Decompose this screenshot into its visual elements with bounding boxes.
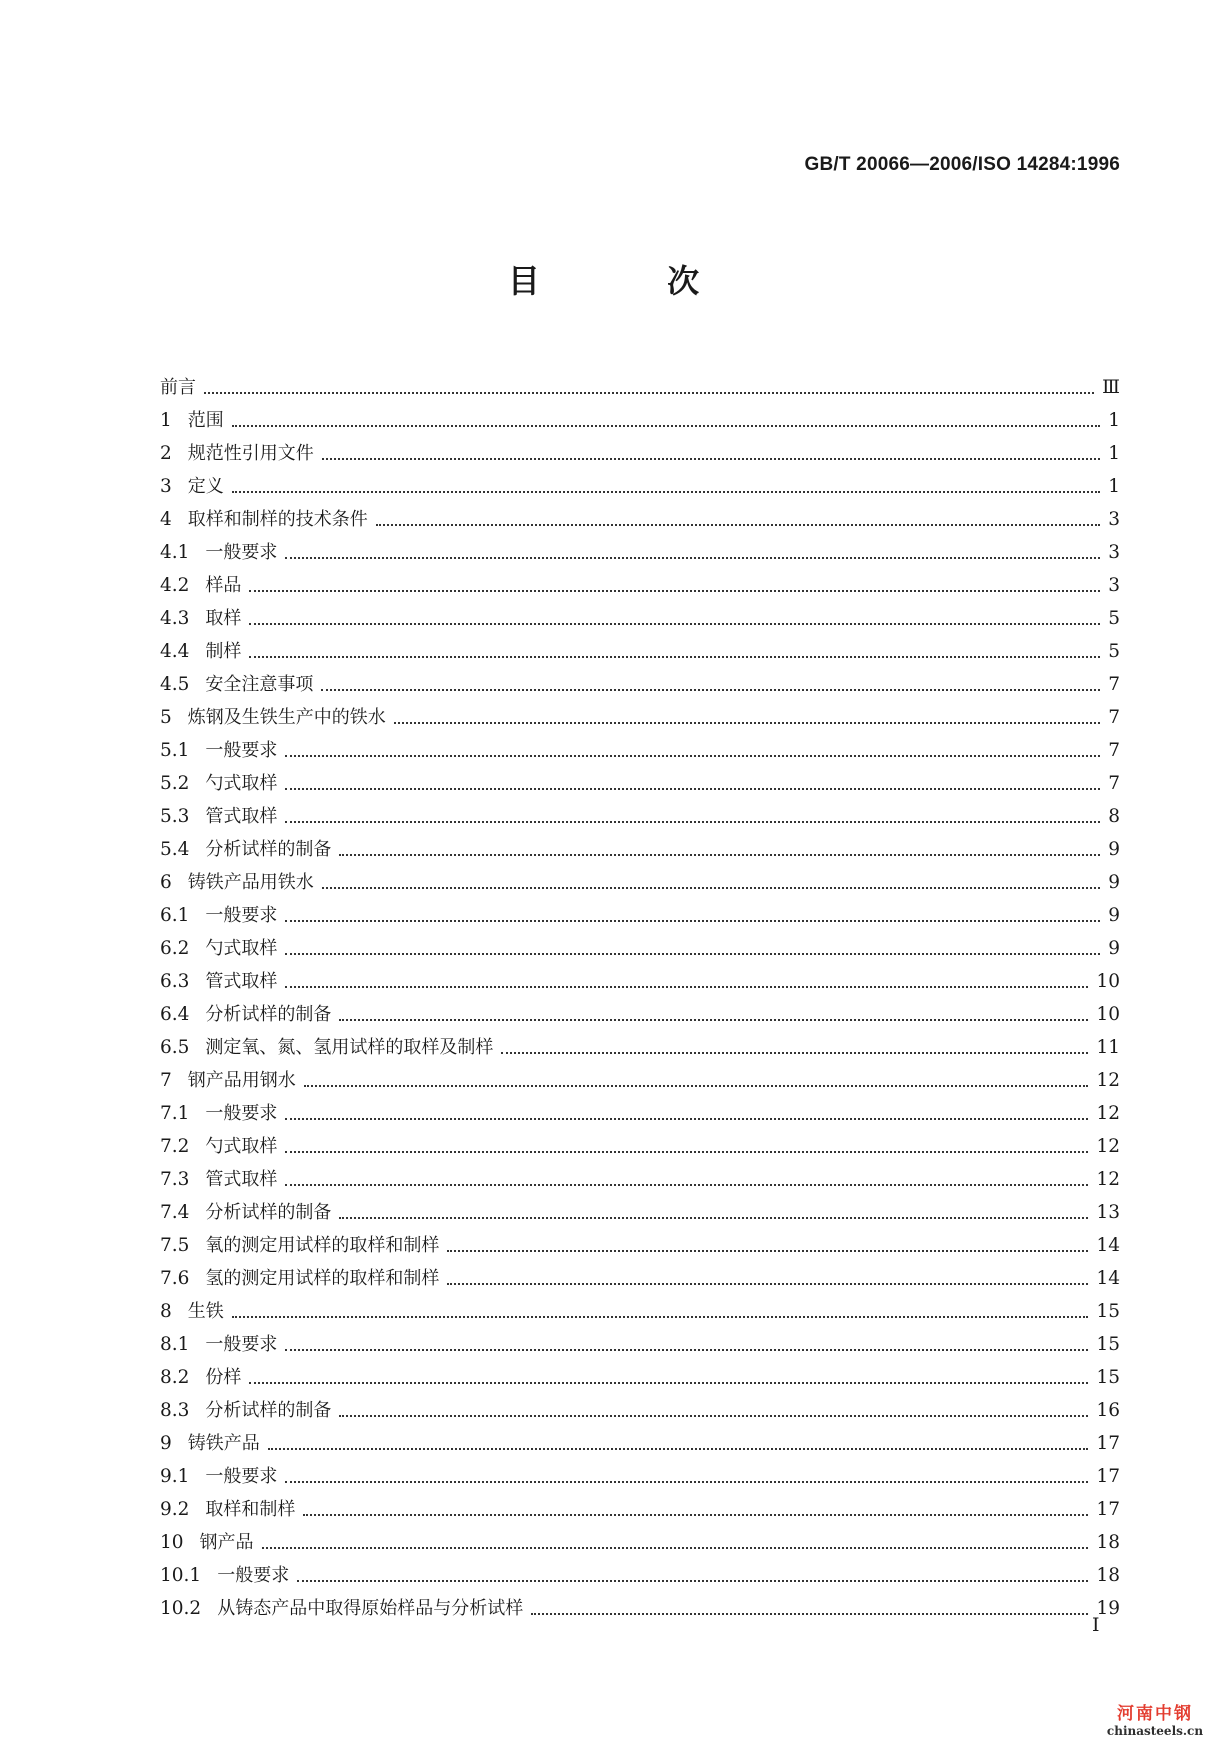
- toc-entry[interactable]: [160, 1587, 1120, 1620]
- toc-entry[interactable]: [160, 1224, 1120, 1257]
- toc-entry-page: 1: [1108, 443, 1120, 464]
- toc-entry-title: 勺式取样: [205, 938, 278, 959]
- toc-entry-number: 7.3: [160, 1169, 190, 1190]
- toc-entry-title: 管式取样: [205, 1169, 278, 1190]
- toc-entry[interactable]: [160, 498, 1120, 531]
- toc-entry[interactable]: [160, 1059, 1120, 1092]
- toc-leader-dots: [285, 787, 1100, 790]
- toc-entry-number: 8.3: [160, 1400, 190, 1421]
- toc-leader-dots: [249, 589, 1100, 592]
- toc-entry-number: 4.1: [160, 542, 190, 563]
- standard-number: GB/T 20066—2006/ISO 14284:1996: [804, 154, 1120, 175]
- toc-entry-number: 10.1: [160, 1565, 202, 1586]
- toc-entry-number: 4.3: [160, 608, 190, 629]
- toc-entry[interactable]: [160, 795, 1120, 828]
- toc-entry-page: 9: [1108, 872, 1120, 893]
- toc-entry-page: 18: [1096, 1565, 1120, 1586]
- toc-entry-page: 5: [1108, 608, 1120, 629]
- toc-entry-title: 铸铁产品用铁水: [187, 872, 314, 893]
- toc-entry-number: 7.6: [160, 1268, 190, 1289]
- toc-entry-title: 前言: [160, 377, 196, 398]
- toc-entry-title: 勺式取样: [205, 1136, 278, 1157]
- toc-entry-page: 8: [1108, 806, 1120, 827]
- toc-entry-page: 12: [1096, 1169, 1120, 1190]
- toc-entry-number: 9: [160, 1433, 172, 1454]
- toc-entry-page: 3: [1108, 575, 1120, 596]
- toc-leader-dots: [304, 1084, 1089, 1087]
- toc-entry-number: 7.4: [160, 1202, 190, 1223]
- toc-leader-dots: [285, 1117, 1088, 1120]
- toc-entry-title: 一般要求: [205, 1466, 278, 1487]
- toc-leader-dots: [285, 754, 1100, 757]
- toc-leader-dots: [501, 1051, 1088, 1054]
- toc-entry-page: 9: [1108, 839, 1120, 860]
- toc-leader-dots: [297, 1579, 1088, 1582]
- toc-entry-title: 从铸态产品中取得原始样品与分析试样: [217, 1598, 524, 1619]
- page-number: I: [1092, 1614, 1100, 1636]
- toc-entry-page: 16: [1096, 1400, 1120, 1421]
- toc-entry-title: 钢产品: [199, 1532, 254, 1553]
- toc-entry-page: 11: [1096, 1037, 1120, 1058]
- toc-entry-number: 6: [160, 872, 172, 893]
- toc-entry[interactable]: [160, 1356, 1120, 1389]
- toc-entry[interactable]: [160, 1257, 1120, 1290]
- toc-entry-page: 19: [1096, 1598, 1120, 1619]
- table-of-contents: [160, 366, 1120, 1620]
- toc-entry-page: 10: [1096, 1004, 1120, 1025]
- toc-entry-page: 15: [1096, 1367, 1120, 1388]
- toc-leader-dots: [322, 457, 1100, 460]
- toc-leader-dots: [262, 1546, 1089, 1549]
- toc-leader-dots: [249, 1381, 1088, 1384]
- toc-entry-page: 10: [1096, 971, 1120, 992]
- toc-entry[interactable]: [160, 564, 1120, 597]
- toc-entry-title: 生铁: [187, 1301, 224, 1322]
- toc-entry-page: 15: [1096, 1301, 1120, 1322]
- toc-entry[interactable]: [160, 729, 1120, 762]
- watermark-text-en: chinasteels.cn: [1106, 1724, 1204, 1738]
- toc-leader-dots: [249, 655, 1100, 658]
- toc-leader-dots: [321, 688, 1100, 691]
- toc-entry-page: 12: [1096, 1136, 1120, 1157]
- toc-entry-number: 9.1: [160, 1466, 190, 1487]
- toc-entry[interactable]: [160, 1488, 1120, 1521]
- toc-entry-page: 13: [1096, 1202, 1120, 1223]
- toc-entry-title: 范围: [187, 410, 224, 431]
- toc-entry-title: 安全注意事项: [205, 674, 314, 695]
- toc-entry[interactable]: [160, 366, 1120, 399]
- toc-entry-page: 9: [1108, 938, 1120, 959]
- toc-entry-page: 3: [1108, 542, 1120, 563]
- toc-entry-title: 氢的测定用试样的取样和制样: [205, 1268, 440, 1289]
- toc-entry[interactable]: [160, 432, 1120, 465]
- toc-entry[interactable]: [160, 762, 1120, 795]
- toc-entry[interactable]: [160, 399, 1120, 432]
- toc-entry-title: 钢产品用钢水: [187, 1070, 296, 1091]
- toc-entry-page: 12: [1096, 1070, 1120, 1091]
- toc-entry-page: 7: [1108, 674, 1120, 695]
- toc-entry-number: 5.3: [160, 806, 190, 827]
- toc-entry[interactable]: [160, 1422, 1120, 1455]
- toc-entry-number: 4.2: [160, 575, 190, 596]
- toc-entry[interactable]: [160, 1158, 1120, 1191]
- toc-entry-number: 7.1: [160, 1103, 190, 1124]
- toc-entry-title: 一般要求: [205, 1103, 278, 1124]
- toc-leader-dots: [249, 622, 1100, 625]
- toc-leader-dots: [322, 886, 1100, 889]
- toc-entry-title: 样品: [205, 575, 242, 596]
- toc-leader-dots: [339, 1216, 1088, 1219]
- toc-entry-page: 5: [1108, 641, 1120, 662]
- toc-entry-number: 6.2: [160, 938, 190, 959]
- toc-entry-page: 7: [1108, 740, 1120, 761]
- toc-leader-dots: [285, 1183, 1088, 1186]
- toc-entry[interactable]: [160, 894, 1120, 927]
- toc-entry-number: 6.5: [160, 1037, 190, 1058]
- toc-entry[interactable]: [160, 1290, 1120, 1323]
- toc-entry-page: 3: [1108, 509, 1120, 530]
- toc-entry[interactable]: [160, 1092, 1120, 1125]
- toc-entry-page: 1: [1108, 476, 1120, 497]
- toc-entry-title: 取样: [205, 608, 242, 629]
- watermark-logo: [1095, 1699, 1215, 1738]
- toc-entry-title: 氧的测定用试样的取样和制样: [205, 1235, 440, 1256]
- toc-entry-number: 1: [160, 410, 172, 431]
- toc-entry[interactable]: [160, 960, 1120, 993]
- toc-leader-dots: [285, 1348, 1088, 1351]
- toc-entry-title: 分析试样的制备: [205, 1202, 332, 1223]
- toc-entry-title: 份样: [205, 1367, 242, 1388]
- page-title: 目 次: [507, 262, 758, 300]
- toc-entry-title: 管式取样: [205, 971, 278, 992]
- toc-entry-number: 7: [160, 1070, 172, 1091]
- toc-leader-dots: [394, 721, 1100, 724]
- toc-entry-number: 5.1: [160, 740, 190, 761]
- toc-entry-number: 2: [160, 443, 172, 464]
- toc-leader-dots: [447, 1249, 1088, 1252]
- toc-entry[interactable]: [160, 1125, 1120, 1158]
- toc-entry-page: 9: [1108, 905, 1120, 926]
- toc-entry-number: 5: [160, 707, 172, 728]
- toc-leader-dots: [285, 952, 1100, 955]
- toc-leader-dots: [339, 1018, 1088, 1021]
- toc-leader-dots: [285, 985, 1088, 988]
- toc-entry[interactable]: [160, 696, 1120, 729]
- toc-leader-dots: [447, 1282, 1088, 1285]
- toc-entry-number: 7.5: [160, 1235, 190, 1256]
- toc-leader-dots: [204, 391, 1094, 394]
- toc-entry-number: 10.2: [160, 1598, 202, 1619]
- toc-entry-number: 4: [160, 509, 172, 530]
- toc-entry-page: 17: [1096, 1433, 1120, 1454]
- toc-leader-dots: [339, 853, 1100, 856]
- toc-entry-page: Ⅲ: [1102, 377, 1120, 398]
- toc-entry-number: 9.2: [160, 1499, 190, 1520]
- toc-leader-dots: [285, 1150, 1088, 1153]
- toc-entry-page: 15: [1096, 1334, 1120, 1355]
- toc-entry-title: 勺式取样: [205, 773, 278, 794]
- toc-leader-dots: [531, 1612, 1088, 1615]
- toc-entry-title: 取样和制样的技术条件: [187, 509, 368, 530]
- toc-entry-page: 14: [1096, 1268, 1120, 1289]
- toc-entry-page: 1: [1108, 410, 1120, 431]
- toc-entry-number: 8.2: [160, 1367, 190, 1388]
- toc-entry[interactable]: [160, 465, 1120, 498]
- toc-entry-title: 分析试样的制备: [205, 839, 332, 860]
- toc-leader-dots: [303, 1513, 1088, 1516]
- toc-entry-title: 管式取样: [205, 806, 278, 827]
- toc-entry-number: 4.4: [160, 641, 190, 662]
- toc-entry[interactable]: [160, 927, 1120, 960]
- toc-entry-page: 17: [1096, 1466, 1120, 1487]
- toc-leader-dots: [268, 1447, 1089, 1450]
- toc-entry-title: 铸铁产品: [187, 1433, 260, 1454]
- toc-entry-number: 8.1: [160, 1334, 190, 1355]
- toc-entry[interactable]: [160, 630, 1120, 663]
- toc-entry-page: 7: [1108, 707, 1120, 728]
- toc-entry[interactable]: [160, 597, 1120, 630]
- toc-entry-number: 4.5: [160, 674, 190, 695]
- toc-entry[interactable]: [160, 531, 1120, 564]
- toc-entry-title: 取样和制样: [205, 1499, 296, 1520]
- toc-entry-title: 一般要求: [205, 1334, 278, 1355]
- toc-entry-number: 3: [160, 476, 172, 497]
- toc-leader-dots: [285, 919, 1100, 922]
- toc-entry-title: 一般要求: [205, 740, 278, 761]
- toc-entry[interactable]: [160, 1521, 1120, 1554]
- toc-leader-dots: [232, 424, 1100, 427]
- toc-entry-number: 5.2: [160, 773, 190, 794]
- toc-entry[interactable]: [160, 1389, 1120, 1422]
- toc-entry-number: 6.4: [160, 1004, 190, 1025]
- toc-entry-title: 一般要求: [205, 905, 278, 926]
- toc-entry-number: 8: [160, 1301, 172, 1322]
- toc-entry-page: 14: [1096, 1235, 1120, 1256]
- toc-entry-title: 定义: [187, 476, 224, 497]
- toc-entry[interactable]: [160, 828, 1120, 861]
- toc-leader-dots: [285, 556, 1100, 559]
- toc-entry-number: 5.4: [160, 839, 190, 860]
- toc-entry-number: 7.2: [160, 1136, 190, 1157]
- toc-entry[interactable]: [160, 1323, 1120, 1356]
- toc-entry-title: 测定氧、氮、氢用试样的取样及制样: [205, 1037, 494, 1058]
- toc-entry-title: 规范性引用文件: [187, 443, 314, 464]
- toc-entry-title: 一般要求: [217, 1565, 290, 1586]
- toc-entry-number: 10: [160, 1532, 184, 1553]
- toc-leader-dots: [285, 1480, 1088, 1483]
- toc-entry-title: 分析试样的制备: [205, 1400, 332, 1421]
- toc-entry-number: 6.1: [160, 905, 190, 926]
- toc-leader-dots: [339, 1414, 1088, 1417]
- toc-entry-title: 分析试样的制备: [205, 1004, 332, 1025]
- toc-entry-title: 制样: [205, 641, 242, 662]
- watermark-text-cn: 河南中钢: [1117, 1704, 1193, 1724]
- toc-entry[interactable]: [160, 993, 1120, 1026]
- toc-entry[interactable]: [160, 1554, 1120, 1587]
- toc-entry-page: 7: [1108, 773, 1120, 794]
- toc-entry-number: 6.3: [160, 971, 190, 992]
- toc-entry[interactable]: [160, 861, 1120, 894]
- toc-entry[interactable]: [160, 663, 1120, 696]
- toc-entry-page: 12: [1096, 1103, 1120, 1124]
- toc-leader-dots: [376, 523, 1100, 526]
- toc-entry-title: 炼钢及生铁生产中的铁水: [187, 707, 386, 728]
- toc-leader-dots: [232, 1315, 1089, 1318]
- toc-entry[interactable]: [160, 1191, 1120, 1224]
- toc-entry[interactable]: [160, 1455, 1120, 1488]
- toc-leader-dots: [285, 820, 1100, 823]
- toc-entry-title: 一般要求: [205, 542, 278, 563]
- toc-entry-page: 17: [1096, 1499, 1120, 1520]
- toc-entry-page: 18: [1096, 1532, 1120, 1553]
- toc-leader-dots: [232, 490, 1100, 493]
- toc-entry[interactable]: [160, 1026, 1120, 1059]
